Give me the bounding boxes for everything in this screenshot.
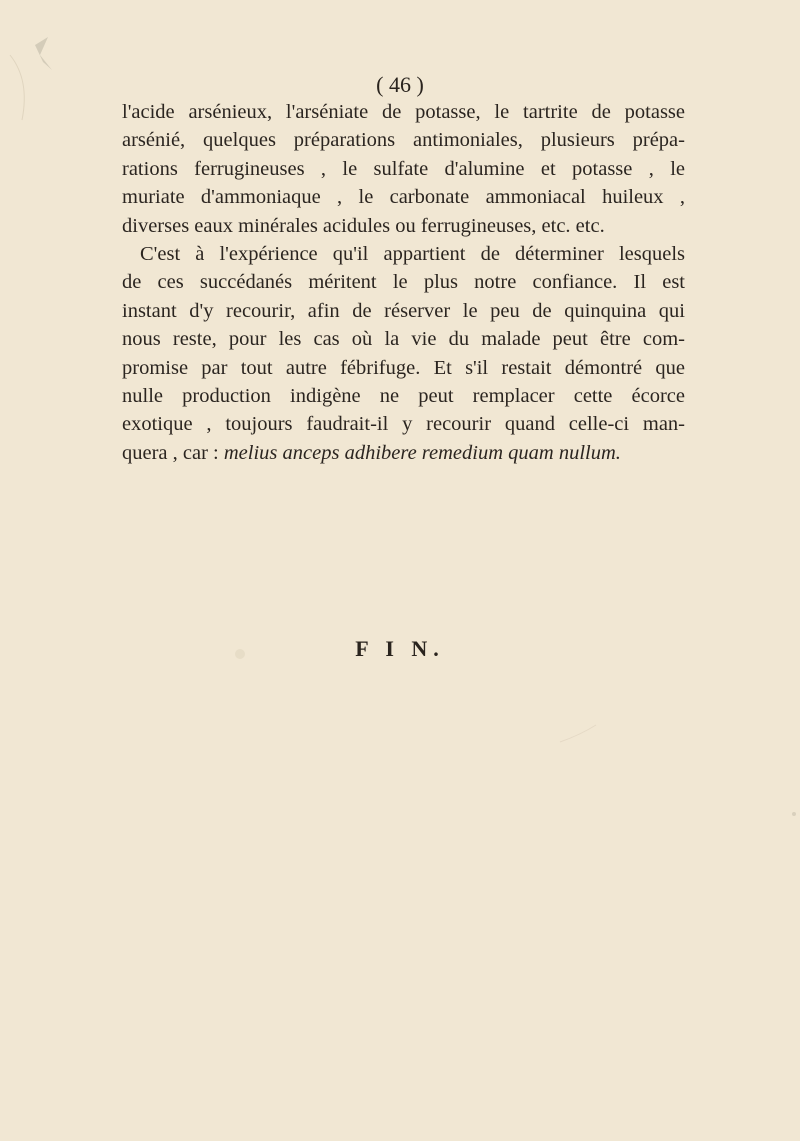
text-line: arsénié, quelques préparations antimoniales, plusieurs prépa-: [122, 129, 685, 152]
final-line: [122, 439, 685, 467]
text-line: promise par tout autre fébrifuge. Et s'il restait démontré que: [122, 356, 685, 379]
body-text: [122, 98, 685, 467]
final-line-prefix: quera , car :: [122, 441, 224, 464]
text-line: l'acide arsénieux, l'arséniate de potasse, le tartrite de potasse: [122, 101, 685, 123]
text-line: instant d'y recourir, afin de réserver le peu de quinquina qui: [122, 299, 685, 322]
text-line: exotique , toujours faudrait-il y recourir quand celle-ci man-: [122, 413, 685, 436]
text-line: muriate d'ammoniaque , le carbonate ammoniacal huileux ,: [122, 186, 685, 209]
text-line: nous reste, pour les cas où la vie du malade peut être com-: [122, 328, 685, 351]
page-number: ( 46 ): [376, 72, 424, 97]
text-line: rations ferrugineuses , le sulfate d'alumine et potasse , le: [122, 157, 685, 180]
latin-quotation: melius anceps adhibere remedium quam nullum.: [223, 441, 621, 464]
closing-fin: F I N.: [355, 636, 445, 661]
text-line: C'est à l'expérience qu'il appartient de déterminer lesquels: [140, 242, 685, 265]
text-line: diverses eaux minérales acidules ou ferrugineuses, etc. etc.: [122, 214, 605, 237]
text-line: de ces succédanés méritent le plus notre confiance. Il est: [122, 271, 685, 294]
text-line: nulle production indigène ne peut remplacer cette écorce: [122, 384, 685, 407]
